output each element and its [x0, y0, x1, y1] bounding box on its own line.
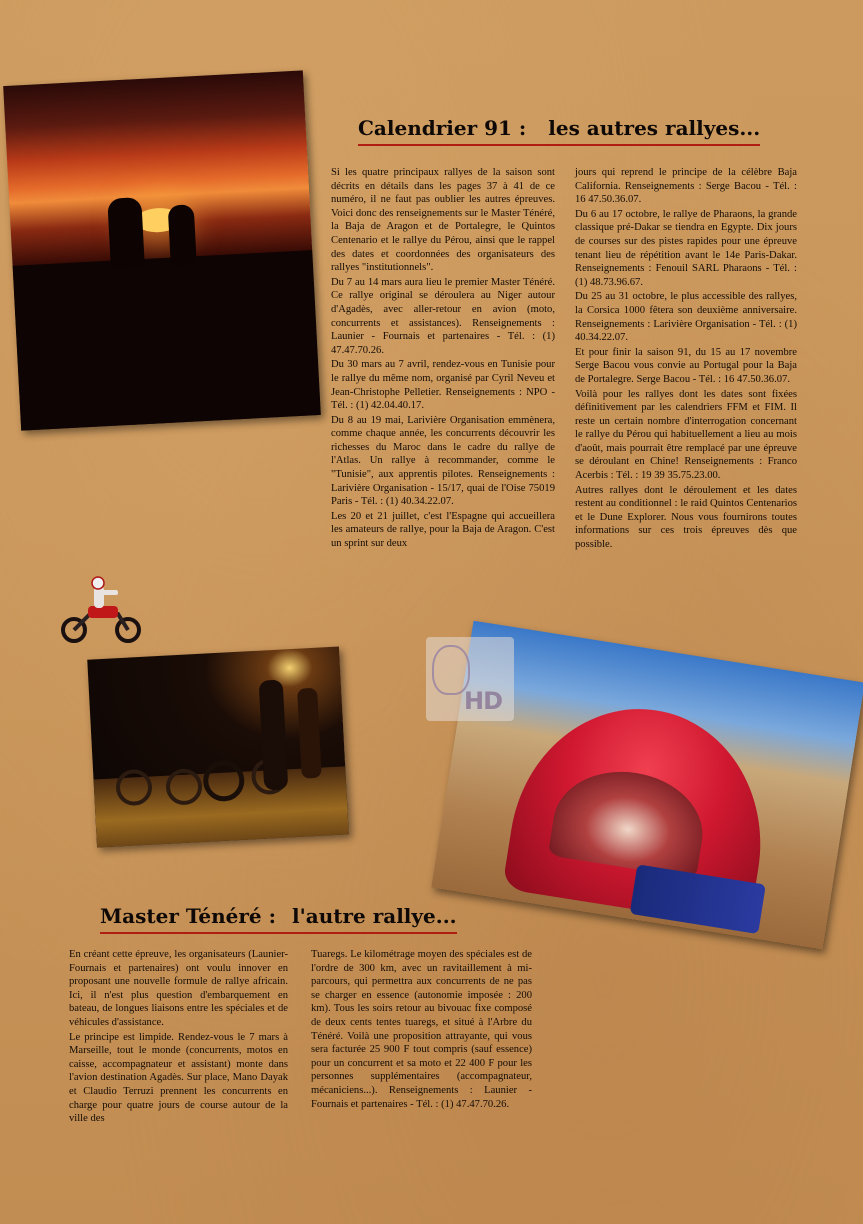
motorcycles-silhouette: [87, 647, 348, 848]
watermark-logo: [426, 637, 514, 721]
paragraph: Si les quatre principaux rallyes de la saison sont décrits en détails dans les pages 37 à 41 de ce numéro, il ne faut pas oublier les autres épreuves. Voici donc des renseignements sur le Master Ténéré, la Baja de Aragon et de Portalegre, le Quintos Centenario et le rallye du Pérou, ainsi que le rappel des dates et coordonnées des organisateurs des rallyes "institutionnels".: [331, 167, 555, 274]
paragraph: Du 30 mars au 7 avril, rendez-vous en Tunisie pour le rallye du même nom, organisé par Cyril Neveu et Jean-Christophe Pelletier. Renseignements : NPO - Tél. : (1) 42.04.40.17.: [331, 359, 555, 412]
master-heading-part2: l'autre rallye...: [292, 904, 457, 928]
paragraph: Et pour finir la saison 91, du 15 au 17 novembre Serge Bacou vous convie au Portugal pour la Baja de Portalegre. Serge Bacou - Tél. : 16 47.50.36.07.: [575, 346, 797, 385]
paragraph: Du 7 au 14 mars aura lieu le premier Master Ténéré. Ce rallye original se déroulera au Niger autour d'Agadès, avec aller-retour en avion (moto, concurrents et assistances). Renseignements : Launier - Fournais et partenaires - Tél. : (1) 47.47.70.26.: [331, 276, 555, 356]
paragraph: Du 6 au 17 octobre, le rallye de Pharaons, la grande classique pré-Dakar se tiendra en Egypte. Dix jours de courses sur des pistes rapides pour une épreuve tenant lieu de répétition avant le 14e Paris-Dakar. Renseignements : Fenouil SARL Pharaons - Tél. : (1) 48.73.96.67.: [575, 208, 797, 288]
master-heading-part1: Master Ténéré :: [100, 904, 277, 928]
paragraph: Tuaregs. Le kilométrage moyen des spéciales est de l'ordre de 300 km, avec un ravitaillement à mi-parcours, qui permettra aux concurrents de ne pas se charger en essence (autonomie imposée : 200 km). Tous les soirs retour au bivouac fixe composé de deux cents tentes tuaregs, et situé à l'Arbre du Ténéré. Voilà une proposition attrayante, qui vous sera facturée 25 900 F tout compris (sauf essence) pour un concurrent et sa moto et 22 400 F pour les personnes supplémentaires (accompagnateur, mécaniciens...). Renseignements : Launier - Fournais et partenaires - Tél. : (1) 47.47.70.26.: [311, 949, 532, 1110]
watermark-text: HD: [464, 687, 503, 715]
master-column-1: [69, 948, 288, 1127]
sunset-photo: [3, 70, 321, 430]
night-bivouac-photo: [87, 647, 348, 848]
motorcycle-rider-image: [60, 576, 146, 646]
paragraph: Voilà pour les rallyes dont les dates sont fixées définitivement par les calendriers FFM et FIM. Il reste un certain nombre d'interrogation concernant le rallye du Pérou qui habituellement a lieu au mois d'août, mais pourrait être remplacé par une épreuve se déroulant en Chine! Renseignements : Franco Acerbis : Tél. : 19 39 35.75.23.00.: [575, 388, 797, 482]
calendar-heading-part1: Calendrier 91 :: [358, 116, 527, 140]
heading-underline: [358, 144, 760, 146]
paragraph: Du 25 au 31 octobre, le plus accessible des rallyes, la Corsica 1000 fêtera son deuxième anniversaire. Renseignements : Larivière Organisation - Tél. : (1) 40.34.22.07.: [575, 291, 797, 344]
calendar-heading: [358, 116, 760, 140]
paragraph: Autres rallyes dont le déroulement et les dates restent au conditionnel : le raid Quintos Centenarios et le Dune Explorer. Nous vous fournirons toutes informations sur ces trois épreuves dès que possible.: [575, 484, 797, 551]
master-tenere-heading: [100, 904, 457, 928]
paragraph: Les 20 et 21 juillet, c'est l'Espagne qui accueillera les amateurs de rallye, pour la Baja de Aragon. C'est un sprint sur deux: [331, 510, 555, 550]
calendar-heading-part2: les autres rallyes...: [548, 116, 761, 140]
silhouette-figure: [168, 204, 197, 265]
paragraph: En créant cette épreuve, les organisateurs (Launier-Fournais et partenaires) ont voulu innover en proposant une nouvelle formule de rallye africain. Ici, il n'est plus question d'embarquement en bateau, de longues liaisons entre les spéciales et de véhicules d'assistance.: [69, 949, 288, 1028]
ground-shape: [13, 250, 321, 430]
master-column-2: [311, 948, 532, 1112]
paragraph: Du 8 au 19 mai, Larivière Organisation emmènera, comme chaque année, les concurrents découvrir les richesses du Maroc dans le cadre du rallye de l'Atlas. Un rallye à recommander, comme le "Tunisie", aux apprentis pilotes. Renseignements : Larivière Organisation - 15/17, quai de l'Oise 75019 Paris - Tél. : (1) 40.34.22.07.: [331, 414, 555, 508]
calendar-column-2: [575, 166, 797, 553]
paragraph: Le principe est limpide. Rendez-vous le 7 mars à Marseille, tout le monde (concurrents, motos en caisse, accompagnateur et assistant) monte dans l'avion destination Agadès. Sur place, Mano Dayak et Claudio Terruzi prennent les concurrents en charge pour quatre jours de course autour de la ville des: [69, 1031, 288, 1125]
silhouette-figure: [107, 197, 145, 269]
heading-underline: [100, 932, 457, 934]
calendar-column-1: [331, 166, 555, 552]
paragraph: jours qui reprend le principe de la célèbre Baja California. Renseignements : Serge Bacou - Tél. : 16 47.50.36.07.: [575, 167, 797, 206]
